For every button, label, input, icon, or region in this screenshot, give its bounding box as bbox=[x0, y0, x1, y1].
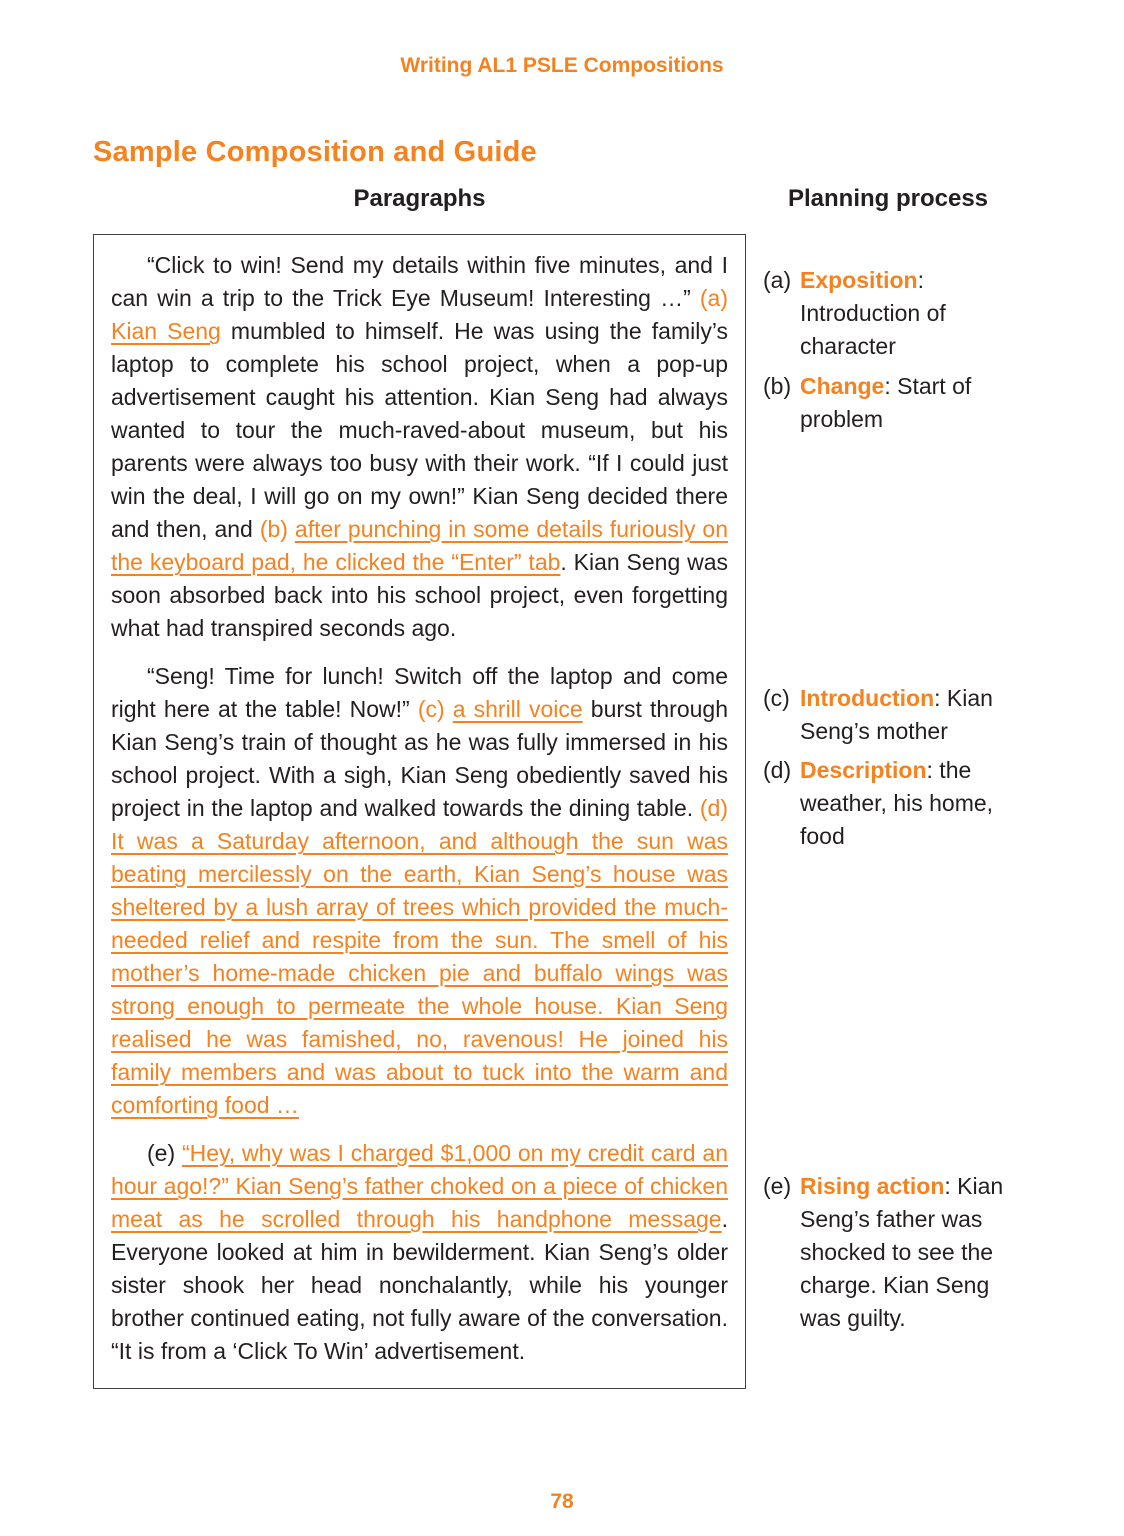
planning-item-detail: : the weather, his home, food bbox=[800, 757, 994, 849]
body-text: (e) bbox=[147, 1140, 182, 1166]
annotation-marker: (c) bbox=[417, 696, 453, 722]
composition-paragraph bbox=[111, 1137, 728, 1368]
annotated-phrase: It was a Saturday afternoon, and although the sun was beating mercilessly on the earth, Kian Seng’s house was sheltered by a lush array of trees which provided the much-needed relief and respite from the sun. The smell of his mother’s home-made chicken pie and buffalo wings was strong enough to permeate the whole house. Kian Seng realised he was famished, no, ravenous! He joined his family members and was about to tuck into the warm and comforting food … bbox=[111, 828, 728, 1118]
planning-item-b bbox=[763, 370, 1015, 436]
body-text: mumbled to himself. He was using the family’s laptop to complete his school project, when a pop-up advertisement caught his attention. Kian Seng had always wanted to tour the much-raved-about museum, but his parents were always too busy with their work. “If I could just win the deal, I will go on my own!” Kian Seng decided there and then, and bbox=[111, 318, 729, 542]
planning-item-marker: (a) bbox=[763, 267, 792, 293]
running-header: Writing AL1 PSLE Compositions bbox=[400, 54, 724, 77]
composition-paragraph bbox=[111, 249, 728, 645]
page-title: Sample Composition and Guide bbox=[93, 136, 537, 168]
planning-item-marker: (b) bbox=[763, 373, 792, 399]
planning-item-text bbox=[800, 682, 1015, 748]
annotated-phrase: after punching in some details furiously on the keyboard pad, he clicked the “Enter” tab bbox=[111, 516, 729, 575]
planning-column bbox=[763, 234, 1015, 1385]
planning-item-text bbox=[800, 370, 1015, 436]
planning-item-detail: : Kian Seng’s mother bbox=[800, 685, 993, 744]
planning-item-marker: (d) bbox=[763, 757, 792, 783]
annotated-phrase: “Hey, why was I charged $1,000 on my credit card an hour ago!?” Kian Seng’s father choked on a piece of chicken meat as he scrolled through his handphone message bbox=[111, 1140, 728, 1232]
paragraphs-column-heading: Paragraphs bbox=[353, 185, 486, 212]
body-text: “Click to win! Send my details within five minutes, and I can win a trip to the Trick Eye Museum! Interesting …” bbox=[111, 252, 728, 311]
planning-item-term: Introduction bbox=[800, 685, 935, 711]
composition-paragraph bbox=[111, 660, 728, 1122]
planning-item-text bbox=[800, 264, 1015, 363]
body-text: burst through Kian Seng’s train of thought as he was fully immersed in his school project. With a sigh, Kian Seng obediently saved his project in the laptop and walked towards the dining table. bbox=[111, 696, 729, 821]
planning-item-marker: (e) bbox=[763, 1173, 792, 1199]
planning-process-column-heading: Planning process bbox=[787, 185, 989, 212]
planning-item-detail: : Kian Seng’s father was shocked to see the charge. Kian Seng was guilty. bbox=[800, 1173, 1004, 1331]
planning-item-detail: : Start of problem bbox=[800, 373, 972, 432]
planning-item-term: Change bbox=[800, 373, 885, 399]
planning-item-a bbox=[763, 264, 1015, 363]
annotation-marker: (a) bbox=[699, 285, 728, 311]
planning-item-term: Rising action bbox=[800, 1173, 945, 1199]
planning-item-term: Description bbox=[800, 757, 927, 783]
planning-item-marker: (c) bbox=[763, 685, 790, 711]
annotation-marker: (b) bbox=[259, 516, 295, 542]
planning-item-term: Exposition bbox=[800, 267, 918, 293]
annotation-marker: (d) bbox=[699, 795, 728, 821]
planning-item-detail: : Introduction of character bbox=[800, 267, 946, 359]
page-number: 78 bbox=[550, 1490, 574, 1513]
body-text: . Everyone looked at him in bewilderment. Kian Seng’s older sister shook her head nonchalantly, while his younger brother continued eating, not fully aware of the conversation. “It is from a ‘Click To Win’ advertisement. bbox=[111, 1206, 728, 1364]
composition-box bbox=[93, 234, 746, 1389]
planning-item-e bbox=[763, 1170, 1015, 1335]
body-text: . Kian Seng was soon absorbed back into his school project, even forgetting what had transpired seconds ago. bbox=[111, 549, 728, 641]
annotated-phrase: a shrill voice bbox=[452, 696, 583, 722]
planning-item-d bbox=[763, 754, 1015, 853]
planning-item-c bbox=[763, 682, 1015, 748]
planning-item-text bbox=[800, 754, 1015, 853]
annotated-phrase: Kian Seng bbox=[111, 318, 221, 344]
body-text: “Seng! Time for lunch! Switch off the laptop and come right here at the table! Now!” bbox=[111, 663, 728, 722]
planning-item-text bbox=[800, 1170, 1015, 1335]
